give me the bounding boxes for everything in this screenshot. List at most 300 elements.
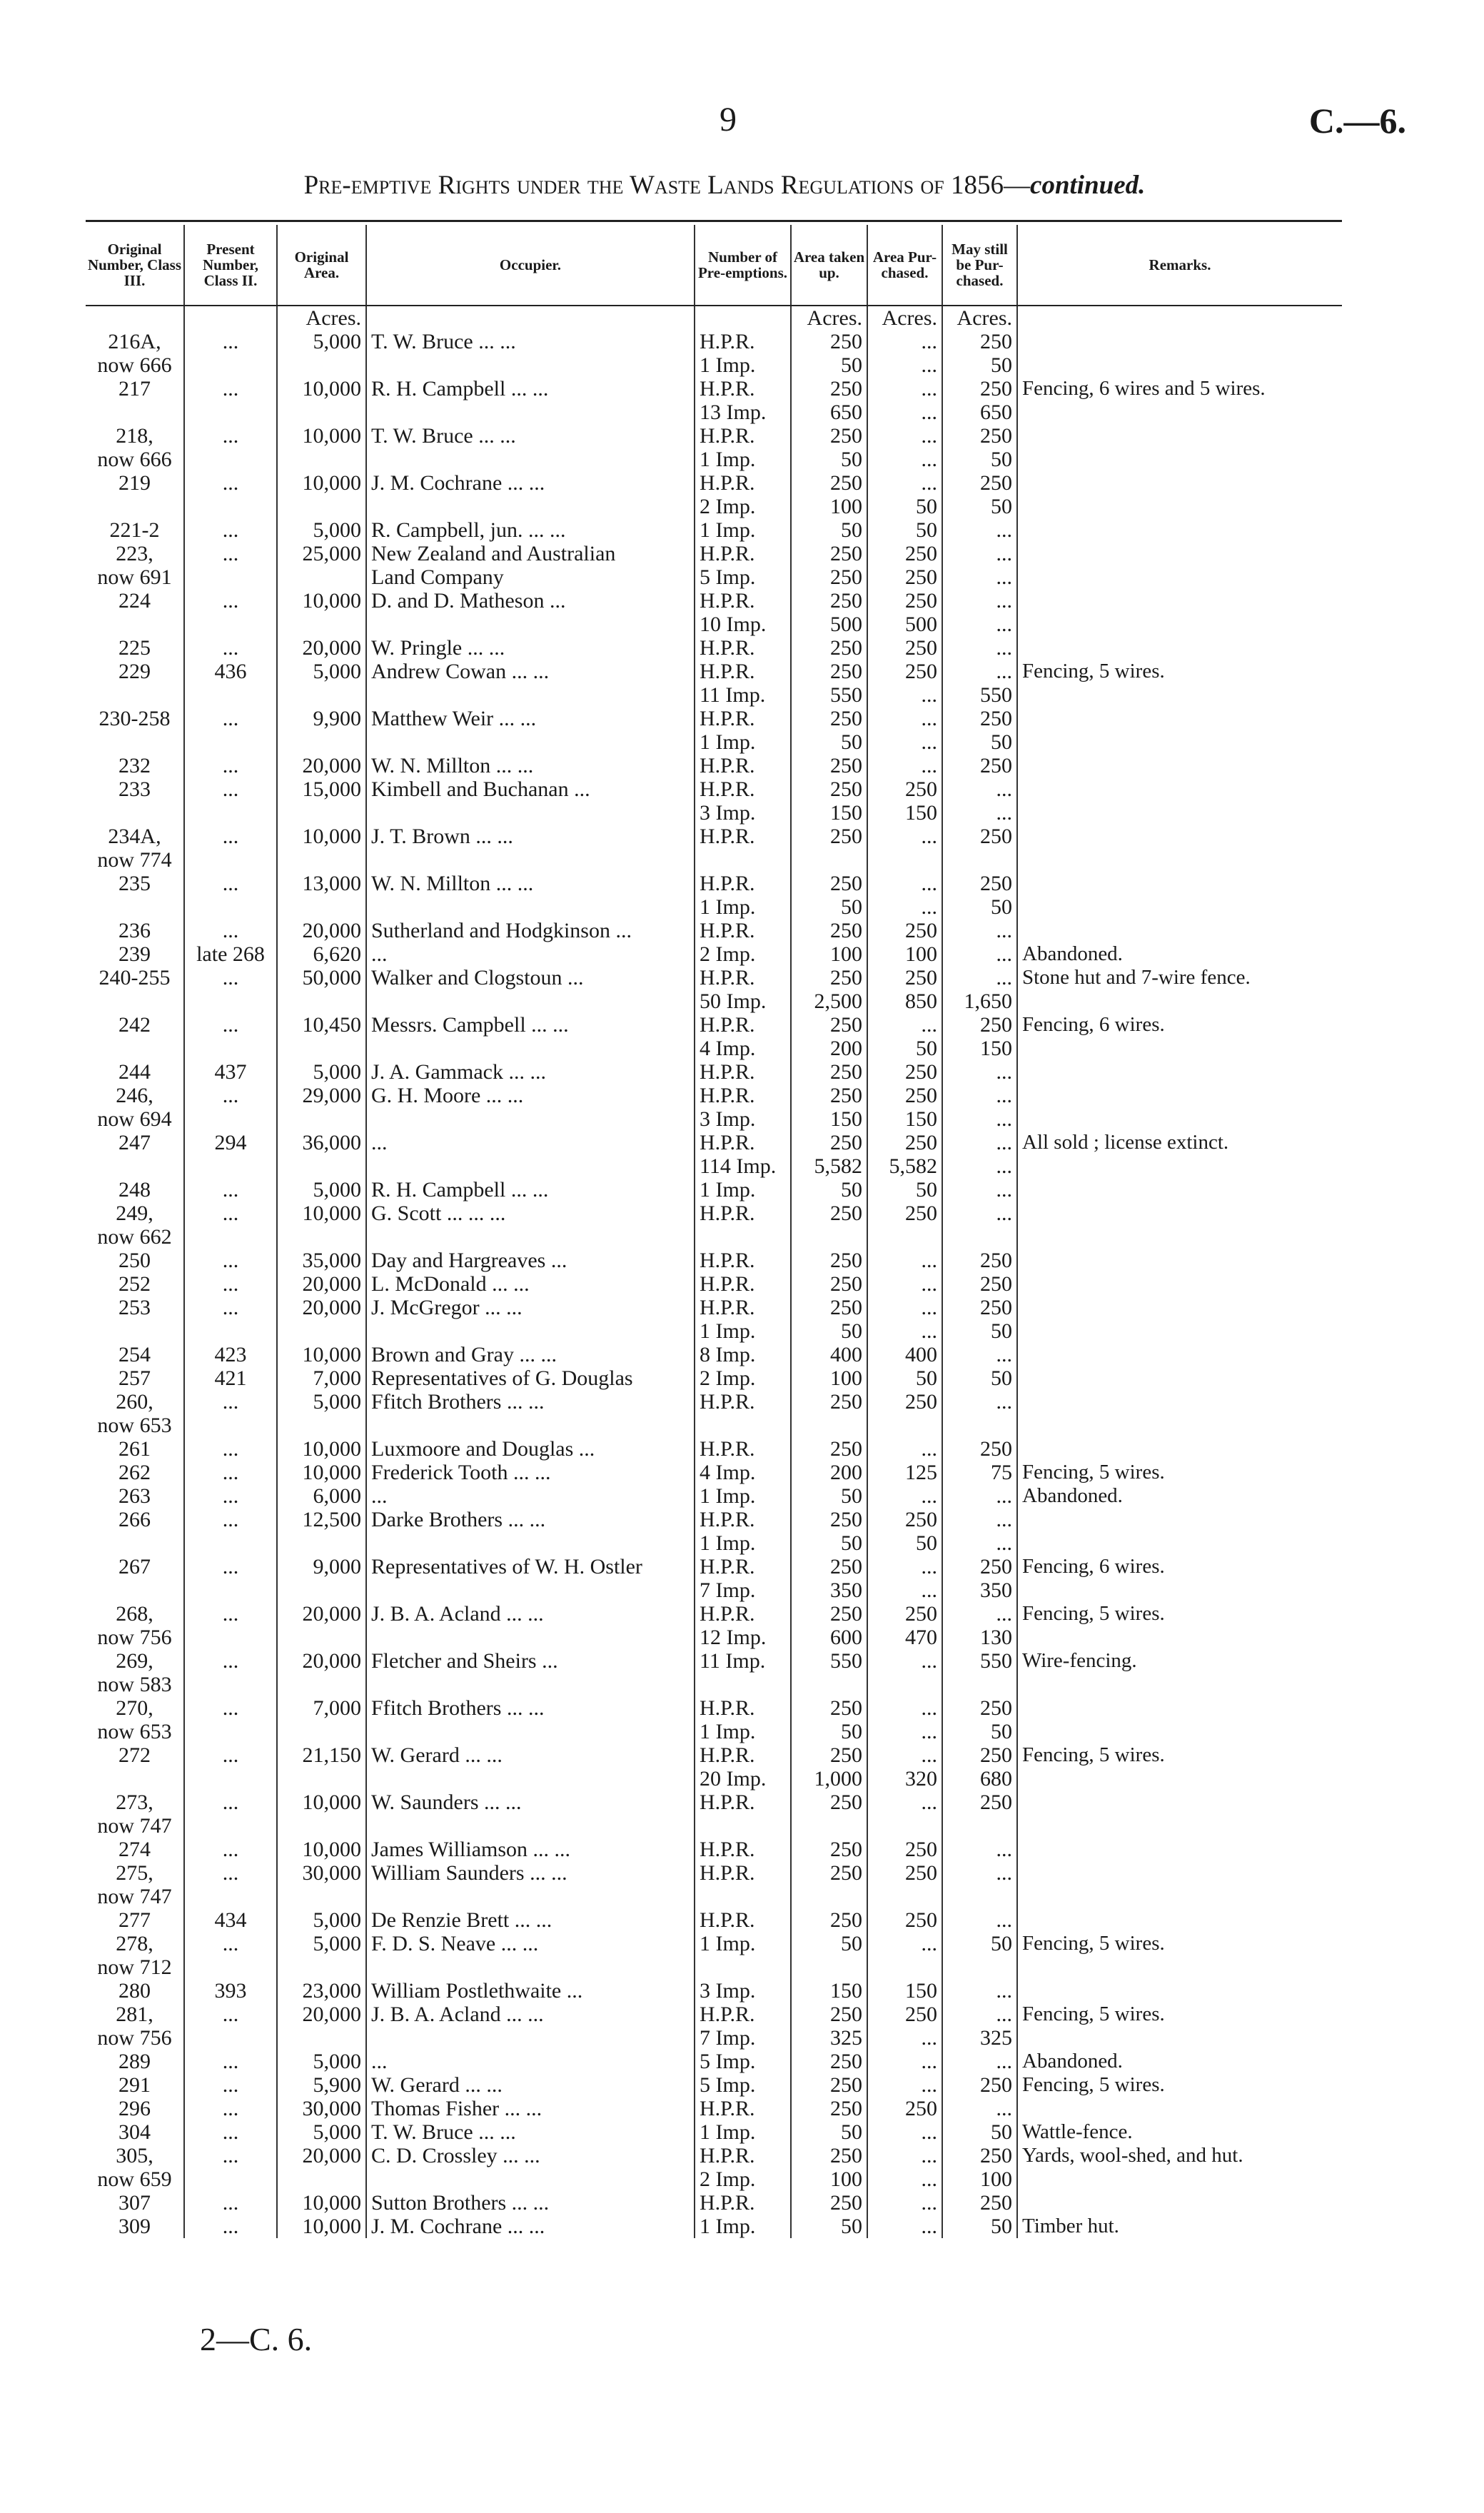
cell-original-number: 269, now 583 [97, 1649, 172, 1696]
cell-area-purchased: 250 [867, 1838, 942, 1861]
cell-remarks [1017, 2191, 1342, 2215]
cell-may-be-purchased: ... ... [942, 777, 1017, 825]
cell-may-be-purchased: ... [942, 1484, 1017, 1508]
cell-area-taken: 250 150 [791, 1084, 867, 1131]
cell-original-number: 240-255 [99, 966, 171, 989]
cell-occupier: W. Saunders ... ... [366, 1791, 695, 1838]
cell-area-taken: 50 [791, 2120, 867, 2144]
cell-occupier: W. N. Millton ... ... [366, 872, 695, 919]
cell-remarks: Fencing, 6 wires and 5 wires. [1017, 377, 1342, 424]
cell-remarks [1017, 330, 1342, 377]
cell-area-taken: 250 350 [791, 1555, 867, 1602]
cell-may-be-purchased: ... [942, 636, 1017, 660]
cell-original-area: 23,000 [277, 1979, 366, 2003]
table-row [86, 1649, 1342, 1696]
cell-may-be-purchased: 75 [942, 1461, 1017, 1484]
table-row [86, 1249, 1342, 1272]
cell-may-be-purchased: 250 50 [942, 707, 1017, 754]
cell-area-taken: 250 1,000 [791, 1743, 867, 1791]
table-row [86, 2215, 1342, 2238]
cell-area-purchased: ... [867, 1272, 942, 1296]
cell-remarks [1017, 424, 1342, 471]
cell-original-number: 277 [118, 1908, 151, 1932]
cell-pre-emptions: H.P.R. [695, 919, 791, 942]
cell-area-taken: 250 [791, 1272, 867, 1296]
cell-remarks: Yards, wool-shed, and hut. [1017, 2144, 1342, 2191]
cell-pre-emptions: 8 Imp. [695, 1343, 791, 1366]
cell-pre-emptions: H.P.R. 11 Imp. [695, 660, 791, 707]
cell-remarks: Fencing, 6 wires. [1017, 1013, 1342, 1060]
table-row [86, 518, 1342, 542]
cell-area-purchased: ... [867, 825, 942, 872]
cell-area-purchased: 250 [867, 1390, 942, 1437]
cell-original-number: 296 [118, 2097, 151, 2120]
cell-may-be-purchased: 250 50 [942, 872, 1017, 919]
cell-pre-emptions: 1 Imp. [695, 2215, 791, 2238]
cell-occupier: F. D. S. Neave ... ... [366, 1932, 695, 1979]
cell-may-be-purchased: 50 [942, 2215, 1017, 2238]
cell-area-purchased: ... ... [867, 2144, 942, 2191]
table-row [86, 2073, 1342, 2097]
cell-original-number: 291 [118, 2073, 151, 2097]
cell-area-purchased: 250 5,582 [867, 1131, 942, 1178]
cell-area-taken: 250 [791, 825, 867, 872]
cell-pre-emptions: H.P.R. 1 Imp. [695, 1696, 791, 1743]
table-row [86, 1555, 1342, 1602]
cell-area-purchased: ... ... [867, 872, 942, 919]
cell-original-area: 10,000 [277, 1461, 366, 1484]
cell-may-be-purchased: 250 50 [942, 1296, 1017, 1343]
cell-occupier: Luxmoore and Douglas ... [366, 1437, 695, 1461]
cell-original-number: 268, now 756 [97, 1602, 172, 1649]
cell-area-taken: 250 550 [791, 660, 867, 707]
cell-present-number: ... [184, 1178, 277, 1202]
cell-may-be-purchased: ... [942, 1979, 1017, 2003]
cell-may-be-purchased: 250 680 [942, 1743, 1017, 1791]
cell-area-taken: 250 50 [791, 330, 867, 377]
cell-original-number: 252 [118, 1272, 151, 1296]
cell-present-number: ... [184, 1861, 277, 1908]
cell-original-number: 266 [118, 1508, 151, 1531]
units-row [86, 306, 1342, 330]
cell-present-number: ... [184, 1838, 277, 1861]
header-area-taken-up: Area taken up. [791, 225, 867, 306]
cell-original-number: 260, now 653 [97, 1390, 172, 1437]
cell-may-be-purchased: ... ... [942, 589, 1017, 636]
cell-original-area: 36,000 [277, 1131, 366, 1178]
cell-area-purchased: 250 [867, 2097, 942, 2120]
cell-original-number: 270, now 653 [97, 1696, 172, 1743]
cell-remarks [1017, 1908, 1342, 1932]
cell-may-be-purchased: 50 [942, 2120, 1017, 2144]
cell-original-number: 250 [118, 1249, 151, 1272]
cell-present-number: ... [184, 1791, 277, 1838]
table-row [86, 2144, 1342, 2191]
header-occupier: Occupier. [366, 225, 695, 306]
cell-may-be-purchased: 550 [942, 1649, 1017, 1696]
cell-may-be-purchased: ... [942, 1202, 1017, 1249]
cell-present-number: 393 [184, 1979, 277, 2003]
cell-present-number: ... [184, 825, 277, 872]
cell-area-purchased: 50 [867, 1178, 942, 1202]
cell-original-area: 9,900 [277, 707, 366, 754]
cell-original-area: 13,000 [277, 872, 366, 919]
cell-may-be-purchased: 250 [942, 1437, 1017, 1461]
cell-area-purchased: ... ... [867, 707, 942, 754]
cell-remarks [1017, 518, 1342, 542]
cell-occupier: W. Gerard ... ... [366, 2073, 695, 2097]
cell-remarks: All sold ; license extinct. [1017, 1131, 1342, 1178]
cell-pre-emptions: H.P.R. [695, 1272, 791, 1296]
cell-remarks: Timber hut. [1017, 2215, 1342, 2238]
cell-original-number: 247 [118, 1131, 151, 1154]
cell-occupier: J. B. A. Acland ... ... [366, 2003, 695, 2050]
cell-pre-emptions: H.P.R. 3 Imp. [695, 777, 791, 825]
header-may-still-be-purchased: May still be Pur-chased. [942, 225, 1017, 306]
cell-area-purchased: 400 [867, 1343, 942, 1366]
cell-original-area: 12,500 [277, 1508, 366, 1555]
cell-original-area: 5,000 [277, 660, 366, 707]
cell-occupier: Thomas Fisher ... ... [366, 2097, 695, 2120]
cell-occupier: William Postlethwaite ... [366, 1979, 695, 2003]
cell-remarks: Stone hut and 7-wire fence. [1017, 966, 1342, 1013]
cell-original-area: 10,000 [277, 589, 366, 636]
cell-may-be-purchased: ... [942, 1343, 1017, 1366]
cell-may-be-purchased: ... [942, 942, 1017, 966]
cell-remarks: Wire-fencing. [1017, 1649, 1342, 1696]
cell-original-number: 242 [118, 1013, 151, 1037]
table-row [86, 542, 1342, 589]
cell-area-taken: 250 325 [791, 2003, 867, 2050]
cell-original-number: 307 [118, 2191, 151, 2215]
cell-occupier: New Zealand and Australian Land Company [366, 542, 695, 589]
cell-original-number: 239 [118, 942, 151, 966]
cell-pre-emptions: H.P.R. [695, 636, 791, 660]
cell-present-number: late 268 [184, 942, 277, 966]
cell-occupier: G. H. Moore ... ... [366, 1084, 695, 1131]
cell-occupier: W. Pringle ... ... [366, 636, 695, 660]
cell-occupier: Fletcher and Sheirs ... [366, 1649, 695, 1696]
cell-occupier: Darke Brothers ... ... [366, 1508, 695, 1555]
cell-may-be-purchased: ... 325 [942, 2003, 1017, 2050]
table-row [86, 777, 1342, 825]
table-row [86, 919, 1342, 942]
cell-remarks [1017, 542, 1342, 589]
cell-pre-emptions: H.P.R. 10 Imp. [695, 589, 791, 636]
cell-original-number: 254 [118, 1343, 151, 1366]
cell-pre-emptions: H.P.R. 13 Imp. [695, 377, 791, 424]
cell-original-number: 278, now 712 [97, 1932, 172, 1979]
cell-occupier: Ffitch Brothers ... ... [366, 1696, 695, 1743]
cell-area-taken: 250 [791, 1437, 867, 1461]
cell-present-number: ... [184, 1272, 277, 1296]
cell-original-area: 20,000 [277, 754, 366, 777]
cell-remarks: Fencing, 5 wires. [1017, 2003, 1342, 2050]
cell-present-number: ... [184, 2120, 277, 2144]
cell-occupier: R. Campbell, jun. ... ... [366, 518, 695, 542]
cell-area-purchased: 250 470 [867, 1602, 942, 1649]
cell-occupier: L. McDonald ... ... [366, 1272, 695, 1296]
cell-remarks [1017, 1060, 1342, 1084]
cell-may-be-purchased: ... [942, 1390, 1017, 1437]
cell-area-taken: 250 100 [791, 2144, 867, 2191]
cell-may-be-purchased: ... [942, 1060, 1017, 1084]
cell-present-number: ... [184, 589, 277, 636]
cell-pre-emptions: H.P.R. 1 Imp. [695, 707, 791, 754]
header-row [86, 225, 1342, 306]
cell-original-area: 10,000 [277, 2215, 366, 2238]
cell-area-purchased: 250 500 [867, 589, 942, 636]
cell-area-taken: 250 [791, 1908, 867, 1932]
cell-present-number: ... [184, 754, 277, 777]
cell-area-purchased: ... [867, 1249, 942, 1272]
cell-pre-emptions: H.P.R. [695, 1390, 791, 1437]
cell-occupier: R. H. Campbell ... ... [366, 1178, 695, 1202]
cell-area-purchased: 250 [867, 919, 942, 942]
cell-remarks [1017, 1861, 1342, 1908]
cell-may-be-purchased: ... [942, 1178, 1017, 1202]
cell-present-number: ... [184, 518, 277, 542]
cell-may-be-purchased: 250 50 [942, 471, 1017, 518]
cell-present-number: ... [184, 707, 277, 754]
cell-original-number: 219 [118, 471, 151, 495]
cell-occupier: Andrew Cowan ... ... [366, 660, 695, 707]
pre-emptive-rights-table [86, 225, 1342, 2238]
cell-occupier: Ffitch Brothers ... ... [366, 1390, 695, 1437]
cell-original-area: 20,000 [277, 636, 366, 660]
table-row [86, 2003, 1342, 2050]
cell-area-taken: 50 [791, 518, 867, 542]
cell-present-number: ... [184, 966, 277, 1013]
cell-original-number: 230-258 [99, 707, 171, 730]
cell-occupier: Messrs. Campbell ... ... [366, 1013, 695, 1060]
cell-area-purchased: ... [867, 1649, 942, 1696]
cell-occupier: Kimbell and Buchanan ... [366, 777, 695, 825]
cell-remarks [1017, 1979, 1342, 2003]
cell-pre-emptions: H.P.R. [695, 1861, 791, 1908]
cell-occupier: Walker and Clogstoun ... [366, 966, 695, 1013]
cell-area-taken: 250 [791, 1791, 867, 1838]
cell-area-purchased: 250 50 [867, 1508, 942, 1555]
cell-pre-emptions: 5 Imp. [695, 2073, 791, 2097]
cell-original-number: 248 [118, 1178, 151, 1202]
cell-occupier: J. M. Cochrane ... ... [366, 2215, 695, 2238]
unit-may: Acres. [942, 306, 1017, 330]
cell-area-taken: 250 50 [791, 707, 867, 754]
cell-present-number: ... [184, 1437, 277, 1461]
cell-original-area: 10,000 [277, 471, 366, 518]
cell-remarks [1017, 1508, 1342, 1555]
cell-may-be-purchased: 250 50 [942, 424, 1017, 471]
cell-present-number: ... [184, 919, 277, 942]
cell-original-number: 236 [118, 919, 151, 942]
cell-occupier: J. A. Gammack ... ... [366, 1060, 695, 1084]
cell-present-number: ... [184, 777, 277, 825]
cell-original-area: 20,000 [277, 1649, 366, 1696]
cell-present-number: 423 [184, 1343, 277, 1366]
cell-area-purchased: ... [867, 2073, 942, 2097]
cell-area-taken: 50 [791, 1932, 867, 1979]
table-row [86, 1743, 1342, 1791]
cell-original-area: 6,000 [277, 1484, 366, 1508]
header-remarks: Remarks. [1017, 225, 1342, 306]
cell-area-taken: 250 200 [791, 1013, 867, 1060]
cell-area-purchased: ... [867, 2050, 942, 2073]
cell-original-number: 224 [118, 589, 151, 613]
document-reference: C.—6. [1308, 101, 1406, 141]
cell-present-number: ... [184, 1084, 277, 1131]
cell-area-taken: 250 [791, 1060, 867, 1084]
cell-original-number: 273, now 747 [97, 1791, 172, 1838]
cell-may-be-purchased: 250 [942, 825, 1017, 872]
cell-pre-emptions: H.P.R. 1 Imp. [695, 424, 791, 471]
table-row [86, 1390, 1342, 1437]
cell-area-purchased: 250 [867, 1908, 942, 1932]
cell-pre-emptions: H.P.R. 1 Imp. [695, 1296, 791, 1343]
cell-original-area: 10,000 [277, 825, 366, 872]
cell-area-taken: 250 [791, 1202, 867, 1249]
cell-original-number: 233 [118, 777, 151, 801]
cell-original-number: 235 [118, 872, 151, 895]
table-row [86, 424, 1342, 471]
cell-may-be-purchased: ... ... [942, 1084, 1017, 1131]
cell-may-be-purchased: 250 [942, 2073, 1017, 2097]
cell-pre-emptions: H.P.R. [695, 1838, 791, 1861]
cell-pre-emptions: H.P.R. 1 Imp. [695, 872, 791, 919]
table-row [86, 2191, 1342, 2215]
table-row [86, 2097, 1342, 2120]
cell-present-number: ... [184, 424, 277, 471]
cell-original-area: 9,000 [277, 1555, 366, 1602]
cell-original-area: 35,000 [277, 1249, 366, 1272]
cell-original-area: 25,000 [277, 542, 366, 589]
cell-occupier: R. H. Campbell ... ... [366, 377, 695, 424]
cell-present-number: ... [184, 377, 277, 424]
cell-remarks [1017, 754, 1342, 777]
cell-pre-emptions: 5 Imp. [695, 2050, 791, 2073]
header-original-number: Original Number, Class III. [86, 225, 184, 306]
cell-original-area: 30,000 [277, 2097, 366, 2120]
cell-pre-emptions: 3 Imp. [695, 1979, 791, 2003]
cell-area-taken: 550 [791, 1649, 867, 1696]
cell-present-number: ... [184, 2215, 277, 2238]
cell-may-be-purchased: ... [942, 919, 1017, 942]
cell-area-purchased: ... [867, 1437, 942, 1461]
cell-area-purchased: ... [867, 1484, 942, 1508]
cell-area-taken: 250 [791, 1838, 867, 1861]
cell-present-number: ... [184, 2003, 277, 2050]
cell-pre-emptions: H.P.R. 2 Imp. [695, 2144, 791, 2191]
cell-occupier: Sutton Brothers ... ... [366, 2191, 695, 2215]
cell-area-purchased: ... ... [867, 1555, 942, 1602]
cell-occupier: W. Gerard ... ... [366, 1743, 695, 1791]
cell-present-number: ... [184, 1743, 277, 1791]
cell-pre-emptions: H.P.R. 114 Imp. [695, 1131, 791, 1178]
cell-area-purchased: 250 150 [867, 777, 942, 825]
cell-area-taken: 250 650 [791, 377, 867, 424]
cell-original-area: 10,000 [277, 1343, 366, 1366]
cell-pre-emptions: H.P.R. 2 Imp. [695, 471, 791, 518]
cell-area-taken: 50 [791, 2215, 867, 2238]
cell-area-taken: 250 [791, 1249, 867, 1272]
unit-purchased: Acres. [867, 306, 942, 330]
cell-area-purchased: 250 [867, 1861, 942, 1908]
cell-present-number: 421 [184, 1366, 277, 1390]
cell-may-be-purchased: 250 [942, 754, 1017, 777]
cell-area-purchased: ... [867, 1791, 942, 1838]
cell-area-taken: 400 [791, 1343, 867, 1366]
cell-area-taken: 150 [791, 1979, 867, 2003]
table-row [86, 471, 1342, 518]
table-row [86, 1602, 1342, 1649]
cell-remarks [1017, 1272, 1342, 1296]
cell-pre-emptions: 11 Imp. [695, 1649, 791, 1696]
cell-original-area: 10,000 [277, 1437, 366, 1461]
cell-area-purchased: 100 [867, 942, 942, 966]
cell-original-area: 5,000 [277, 2050, 366, 2073]
cell-area-taken: 250 150 [791, 777, 867, 825]
cell-original-area: 5,000 [277, 1178, 366, 1202]
table-row [86, 966, 1342, 1013]
cell-remarks [1017, 919, 1342, 942]
cell-original-number: 217 [118, 377, 151, 401]
cell-original-area: 10,000 [277, 2191, 366, 2215]
cell-area-taken: 250 500 [791, 589, 867, 636]
title-continued: continued. [1030, 171, 1146, 200]
cell-area-purchased: 250 ... [867, 660, 942, 707]
cell-pre-emptions: 1 Imp. [695, 518, 791, 542]
cell-pre-emptions: 1 Imp. [695, 1484, 791, 1508]
cell-present-number: ... [184, 1484, 277, 1508]
cell-may-be-purchased: 50 [942, 1366, 1017, 1390]
cell-original-area: 5,900 [277, 2073, 366, 2097]
cell-occupier: De Renzie Brett ... ... [366, 1908, 695, 1932]
cell-present-number: ... [184, 2073, 277, 2097]
cell-may-be-purchased: ... [942, 1838, 1017, 1861]
cell-original-area: 5,000 [277, 2120, 366, 2144]
table-row [86, 2120, 1342, 2144]
cell-original-area: 20,000 [277, 1272, 366, 1296]
table-row [86, 1932, 1342, 1979]
cell-area-purchased: ... [867, 1932, 942, 1979]
cell-occupier: J. T. Brown ... ... [366, 825, 695, 872]
cell-may-be-purchased: 250 [942, 1791, 1017, 1838]
page-title [107, 170, 1342, 201]
cell-area-taken: 250 100 [791, 471, 867, 518]
header-original-area: Original Area. [277, 225, 366, 306]
signature-mark: 2—C. 6. [200, 2321, 313, 2357]
cell-present-number: 437 [184, 1060, 277, 1084]
cell-original-area: 10,450 [277, 1013, 366, 1060]
cell-original-area: 20,000 [277, 1602, 366, 1649]
cell-remarks [1017, 1084, 1342, 1131]
cell-occupier: James Williamson ... ... [366, 1838, 695, 1861]
cell-may-be-purchased: ... 1,650 [942, 966, 1017, 1013]
cell-remarks: Wattle-fence. [1017, 2120, 1342, 2144]
cell-occupier: T. W. Bruce ... ... [366, 2120, 695, 2144]
cell-remarks [1017, 589, 1342, 636]
cell-may-be-purchased: ... ... [942, 1131, 1017, 1178]
cell-may-be-purchased: ... [942, 518, 1017, 542]
cell-pre-emptions: H.P.R. 7 Imp. [695, 2003, 791, 2050]
cell-area-purchased: 125 [867, 1461, 942, 1484]
cell-area-purchased: 250 [867, 1202, 942, 1249]
cell-may-be-purchased: ... [942, 2097, 1017, 2120]
cell-pre-emptions: 4 Imp. [695, 1461, 791, 1484]
cell-remarks [1017, 1366, 1342, 1390]
cell-may-be-purchased: 250 [942, 1272, 1017, 1296]
cell-pre-emptions: 1 Imp. [695, 1178, 791, 1202]
